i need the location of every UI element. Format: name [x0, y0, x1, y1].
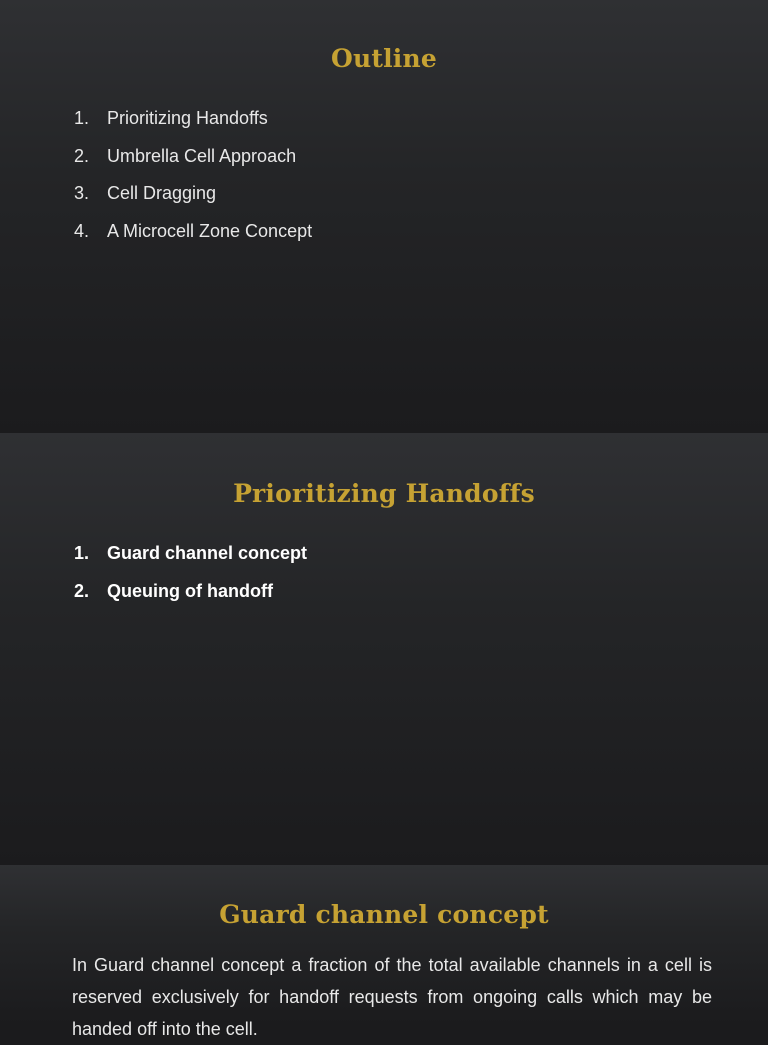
list-item-text: Cell Dragging	[107, 183, 217, 203]
list-item-text: Queuing of handoff	[107, 580, 273, 601]
slide-body-text: In Guard channel concept a fraction of the total available channels in a cell is reserved exclusively for handoff requests from ongoing calls which may be handed off into the cell.	[72, 955, 712, 1039]
list-item	[74, 221, 312, 259]
list-item-text: Prioritizing Handoffs	[107, 108, 268, 128]
slide-guard-channel-concept	[0, 865, 768, 1039]
slide-title: Outline	[331, 44, 437, 73]
list-item	[74, 543, 307, 581]
slide-title: Prioritizing Handoffs	[233, 479, 535, 508]
slide-title: Guard channel concept	[219, 900, 549, 929]
list-number: 1.	[74, 543, 90, 563]
list-number: 1.	[74, 108, 90, 128]
list-number: 3.	[74, 183, 90, 203]
slide-outline	[0, 0, 768, 433]
list-item	[74, 581, 307, 619]
slide-prioritizing-handoffs	[0, 433, 768, 865]
list-item	[74, 183, 312, 221]
list-item	[74, 108, 312, 146]
list-number: 2.	[74, 145, 90, 166]
list-number: 2.	[74, 580, 90, 601]
list-number: 4.	[74, 220, 90, 241]
outline-list	[74, 108, 312, 258]
list-item-text: Umbrella Cell Approach	[107, 145, 297, 166]
list-item-text: A Microcell Zone Concept	[107, 220, 313, 241]
list-item-text: Guard channel concept	[107, 543, 308, 563]
handoff-list	[74, 543, 307, 618]
list-item	[74, 146, 312, 184]
